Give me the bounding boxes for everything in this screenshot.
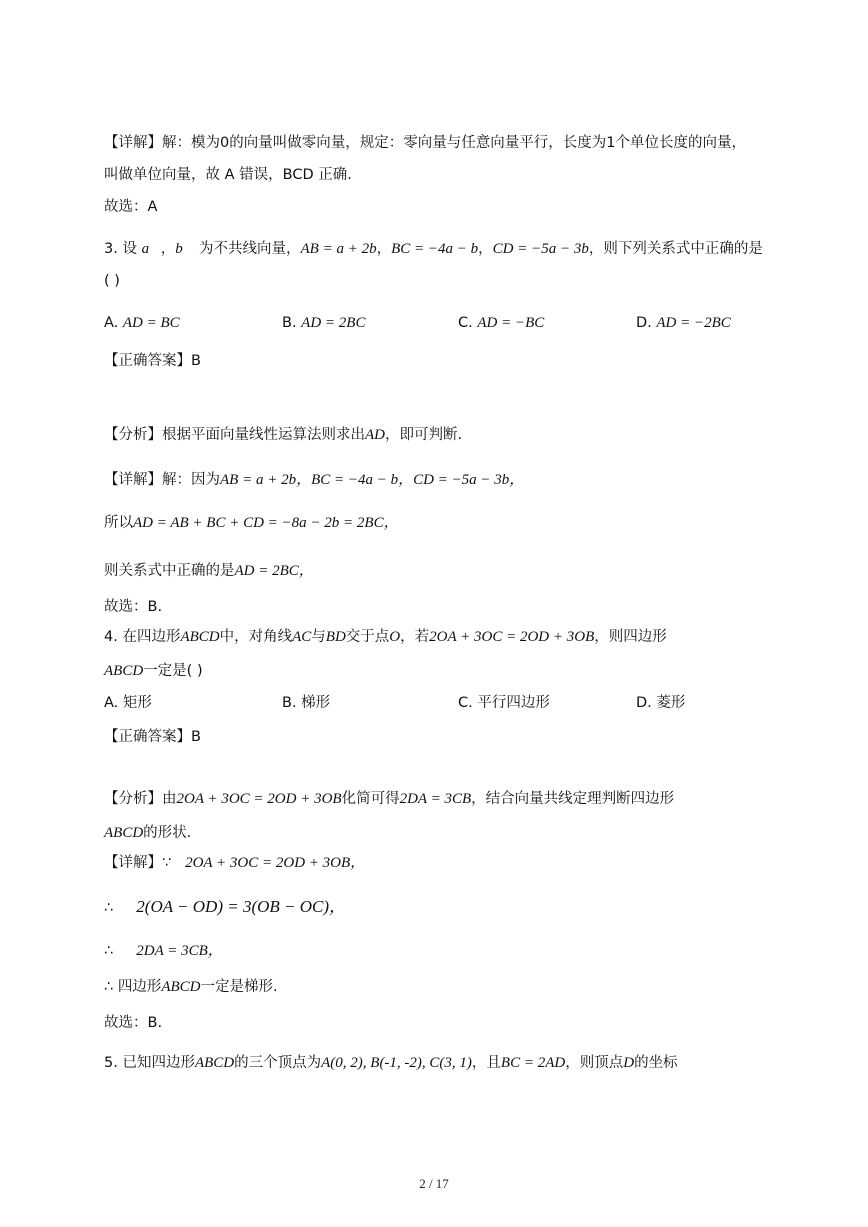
- equation-ab: AB = a + 2b: [300, 241, 377, 257]
- q4-option-d: [636, 692, 685, 714]
- text: 【分析】由: [104, 791, 177, 807]
- q4-option-c: [458, 692, 550, 714]
- question-3-paren: [104, 270, 120, 292]
- equation: 2DA = 3CB: [399, 791, 472, 807]
- q4-step-3: [104, 976, 278, 998]
- text: ( ): [104, 273, 120, 289]
- text: 的坐标: [634, 1055, 678, 1071]
- question-4-cont: [104, 660, 203, 682]
- math: ABCD: [161, 979, 201, 995]
- question-4: [104, 626, 667, 648]
- detail-line-2: [104, 164, 352, 186]
- text: 【正确答案】B: [104, 729, 201, 745]
- text: 叫做单位向量，故 A 错误，BCD 正确.: [104, 167, 352, 183]
- text: ，则四边形: [594, 629, 667, 645]
- q3-option-c: [458, 312, 544, 334]
- equation: AD = 2BC，: [234, 563, 314, 579]
- q4-step-2: [104, 940, 223, 962]
- points: A(0, 2), B(-1, -2), C(3, 1): [321, 1055, 472, 1071]
- text: A. 矩形: [104, 695, 152, 711]
- q4-detail: [104, 852, 365, 874]
- text: 3. 设: [104, 241, 137, 257]
- text: C. 平行四边形: [458, 695, 550, 711]
- detail-line-1: [104, 132, 746, 154]
- q4-choose: [104, 1012, 162, 1034]
- option-math: AD = −2BC: [656, 315, 731, 331]
- q3-answer: [104, 350, 201, 372]
- equation-cd: CD = −5a − 3b: [492, 241, 589, 257]
- text: 故选：A: [104, 199, 158, 215]
- equation: BC = 2AD: [500, 1055, 566, 1071]
- q3-choose: [104, 596, 162, 618]
- text: ，即可判断.: [385, 427, 463, 443]
- text: ∴ 四边形: [104, 979, 162, 995]
- equation: 2DA = 3CB，: [136, 943, 223, 959]
- q3-detail: [104, 469, 524, 491]
- option-math: AD = −BC: [477, 315, 545, 331]
- text: ，: [160, 241, 176, 257]
- question-3: [104, 238, 763, 260]
- math: ABCD: [104, 663, 144, 679]
- text: 【分析】根据平面向量线性运算法则求出: [104, 427, 365, 443]
- text: B. 梯形: [282, 695, 331, 711]
- text: 【详解】解：因为: [104, 472, 220, 488]
- text: 则关系式中正确的是: [104, 563, 235, 579]
- math: ABCD: [104, 825, 144, 841]
- choose-line-q2: [104, 196, 157, 218]
- text: 4. 在四边形: [104, 629, 181, 645]
- equation: AD = AB + BC + CD = −8a − 2b = 2BC，: [133, 515, 399, 531]
- text: ，则下列关系式中正确的是: [588, 241, 763, 257]
- text: 的形状.: [143, 825, 192, 841]
- option-label: A.: [104, 315, 119, 331]
- vector-ad: AD: [365, 427, 385, 443]
- equation: AB = a + 2b，BC = −4a − b，CD = −5a − 3b，: [220, 472, 525, 488]
- text: 中，对角线: [219, 629, 293, 645]
- option-label: C.: [458, 315, 473, 331]
- option-math: AD = BC: [122, 315, 180, 331]
- math: AC: [292, 629, 312, 645]
- text: 化简可得: [341, 791, 400, 807]
- q3-option-b: [282, 312, 365, 334]
- text: 与: [311, 629, 326, 645]
- math: O: [389, 629, 401, 645]
- text: 为不共线向量，: [194, 241, 301, 257]
- q4-option-a: [104, 692, 152, 714]
- math: D: [623, 1055, 635, 1071]
- q3-analysis: [104, 424, 462, 446]
- option-label: D.: [636, 315, 652, 331]
- equation: 2OA + 3OC = 2OD + 3OB，: [185, 855, 366, 871]
- text: D. 菱形: [636, 695, 686, 711]
- text: 所以: [104, 515, 133, 531]
- text: ，: [478, 241, 493, 257]
- option-math: AD = 2BC: [301, 315, 366, 331]
- q4-option-b: [282, 692, 330, 714]
- text: 【详解】∵: [104, 855, 172, 871]
- q3-option-a: [104, 312, 180, 334]
- page-number: 2 / 17: [419, 1176, 449, 1191]
- text: 交于点: [345, 629, 390, 645]
- q4-analysis: [104, 788, 674, 810]
- math: ABCD: [180, 629, 220, 645]
- equation: 2OA + 3OC = 2OD + 3OB: [429, 629, 595, 645]
- q3-so: [104, 512, 399, 534]
- equation-bc: BC = −4a − b: [391, 241, 479, 257]
- equation: 2OA + 3OC = 2OD + 3OB: [176, 791, 342, 807]
- option-label: B.: [282, 315, 297, 331]
- text: ，若: [400, 629, 430, 645]
- text: ，: [376, 241, 392, 257]
- text: ，结合向量共线定理判断四边形: [471, 791, 675, 807]
- q4-answer: [104, 726, 201, 748]
- text: ，且: [471, 1055, 501, 1071]
- math: ABCD: [194, 1055, 235, 1071]
- text: 【正确答案】B: [104, 353, 201, 369]
- math: BD: [325, 629, 346, 645]
- text: 5. 已知四边形: [104, 1055, 195, 1071]
- question-5: [104, 1052, 678, 1074]
- q3-option-d: [636, 312, 731, 334]
- therefore-symbol: ∴: [104, 943, 114, 959]
- q4-analysis-cont: [104, 822, 191, 844]
- q3-then: [104, 560, 314, 582]
- text: 一定是( ): [143, 663, 203, 679]
- text: ，则顶点: [565, 1055, 624, 1071]
- vector-a: a⃗: [141, 241, 161, 257]
- text: 的三个顶点为: [234, 1055, 322, 1071]
- therefore-symbol: ∴: [104, 900, 114, 916]
- text: 一定是梯形.: [200, 979, 278, 995]
- vector-b: b⃗: [175, 241, 195, 257]
- text: 故选：B.: [104, 599, 163, 615]
- text: 【详解】解：模为0的向量叫做零向量，规定：零向量与任意向量平行，长度为1个单位长度的向量，: [104, 135, 746, 151]
- equation: 2(OA − OD) = 3(OB − OC)，: [136, 897, 347, 916]
- q4-step-1: [104, 896, 346, 919]
- text: 故选：B.: [104, 1015, 163, 1031]
